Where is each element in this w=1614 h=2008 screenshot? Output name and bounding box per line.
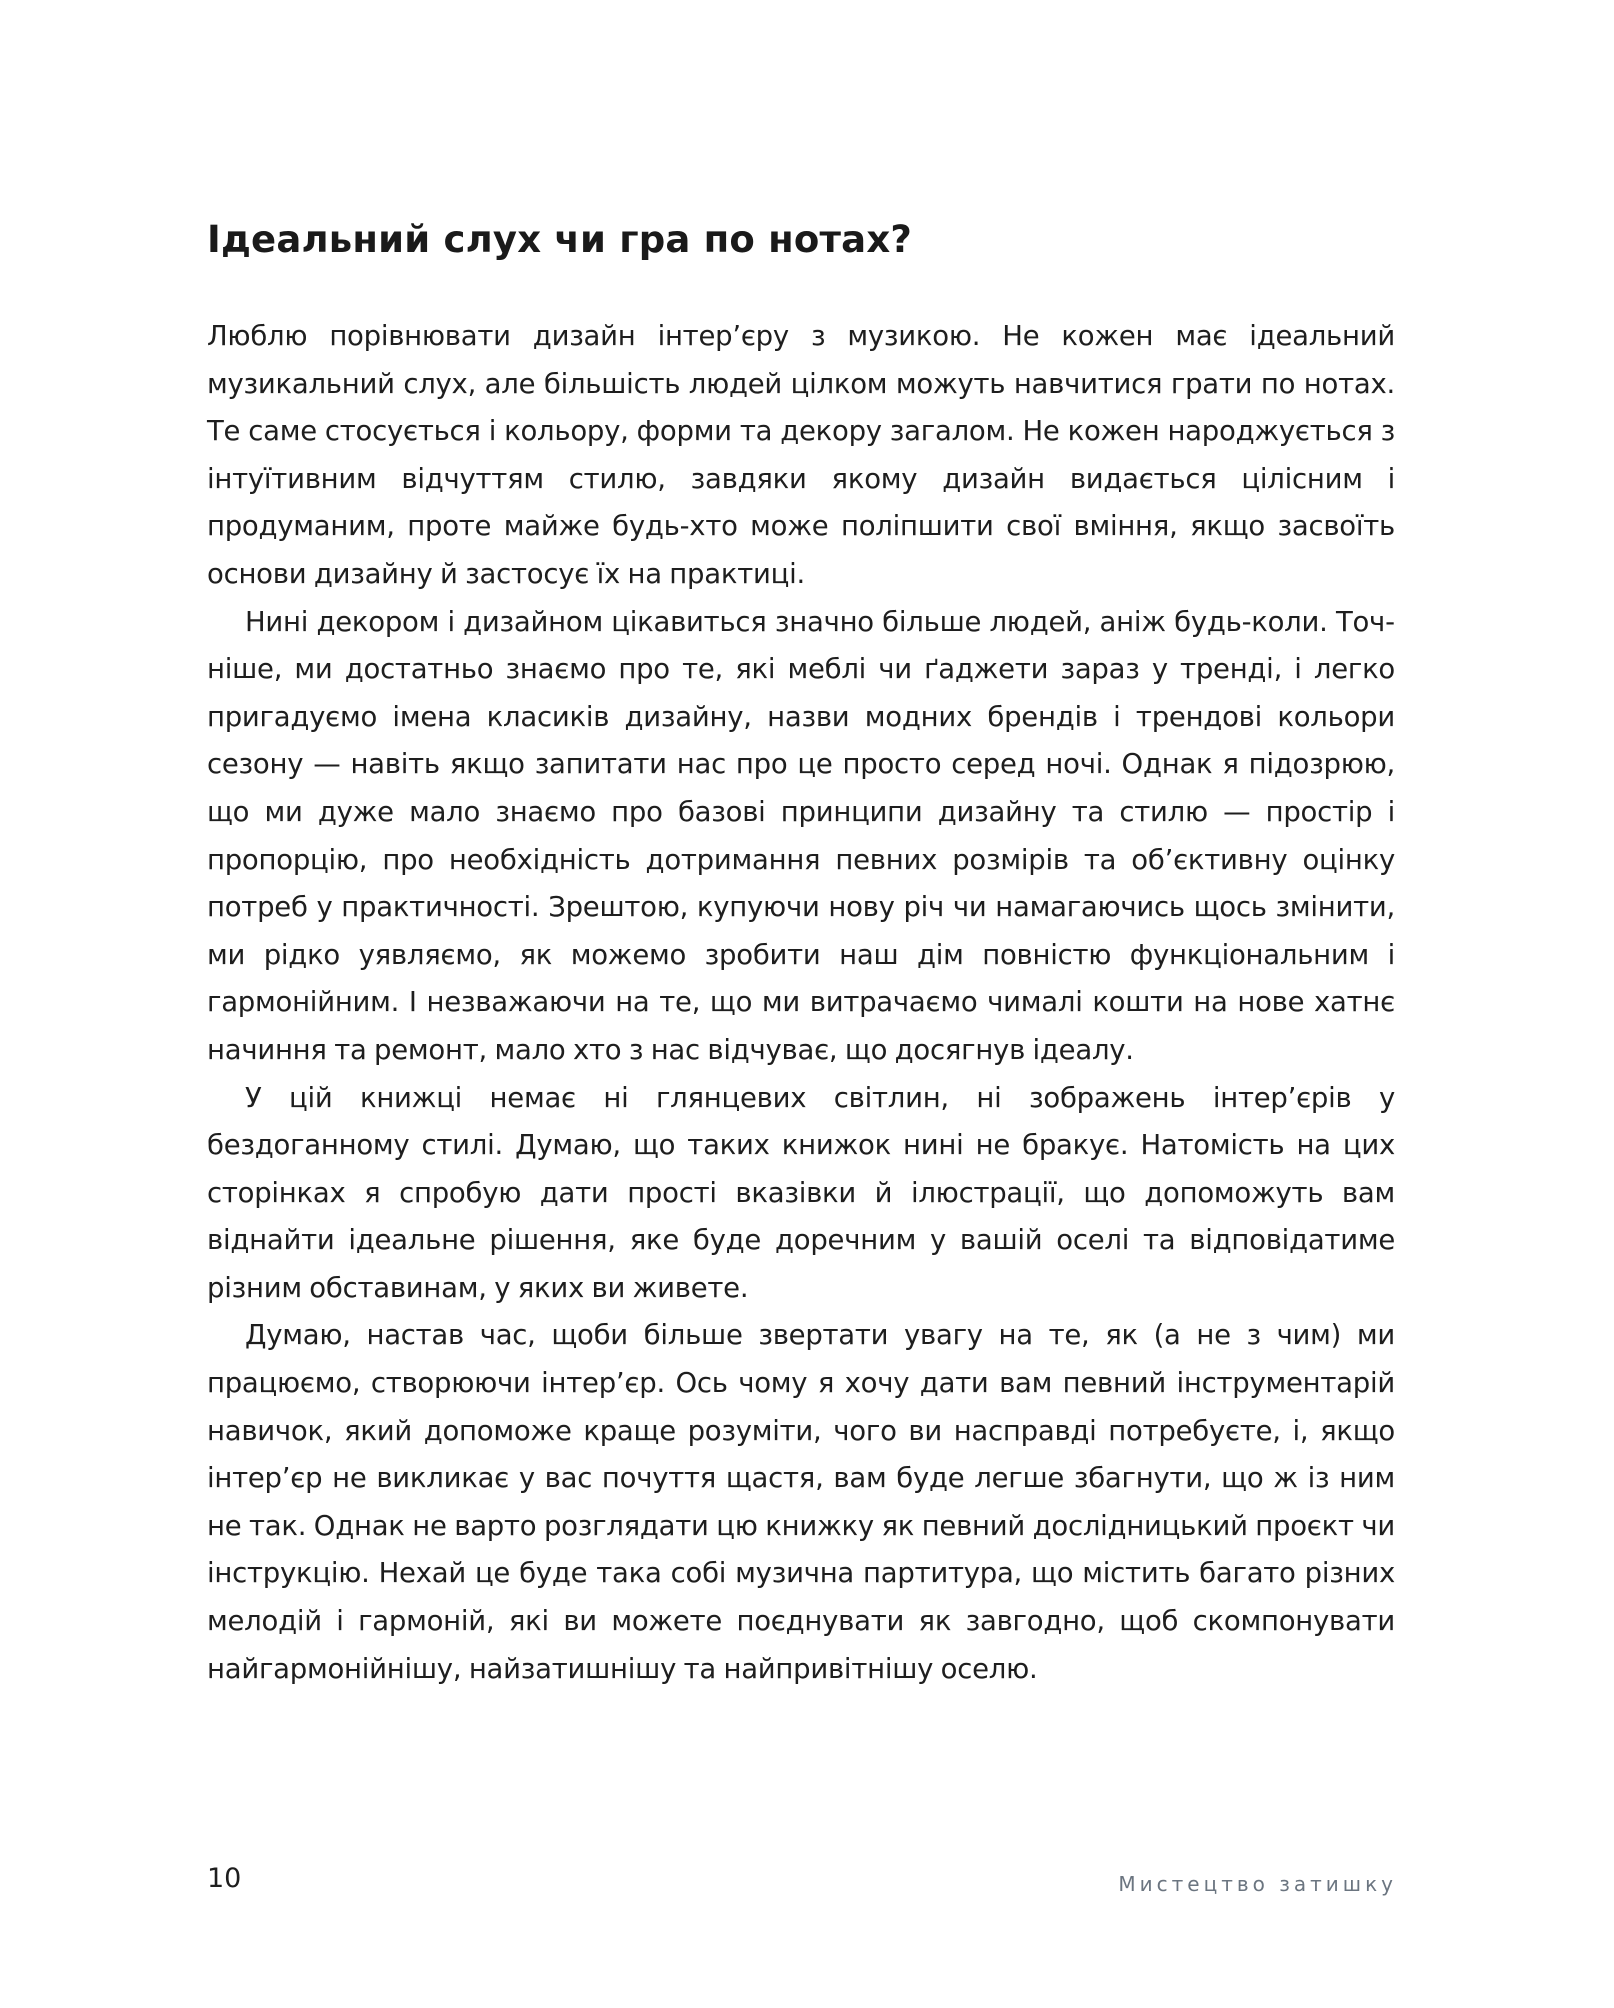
section-heading: Ідеальний слух чи гра по нотах? [207, 218, 913, 261]
paragraph: У цій книжці немає ні глянцевих світлин, ні зображень інтер’єрів у бездоганному стилі. Думаю, що таких книжок нині не бракує. Натомість на цих сторінках я спробую дати прості вказівки й ілюстрації, що допоможуть вам віднайти ідеальне рішення, яке буде доречним у вашій оселі та відповідатиме різним обставинам, у яких ви живете. [207, 1081, 1395, 1304]
body-text [207, 313, 1395, 1693]
paragraph: Нині декором і дизайном цікавиться значно більше людей, аніж будь-коли. Точніше, ми достатньо знаємо про те, які меблі чи ґаджети зараз у тренді, і легко пригадуємо імена класиків дизайну, назви модних брендів і трендові кольори сезону — навіть якщо запитати нас про це просто серед ночі. Однак я підозрюю, що ми дуже мало знаємо про базові принципи дизайну та стилю — простір і пропорцію, про необхідність дотримання певних розмірів та об’єктивну оцінку потреб у практичності. Зрештою, купуючи нову річ чи намагаючись щось змінити, ми рідко уявляємо, як можемо зробити наш дім повністю функціональним і гармонійним. І незважаючи на те, що ми витрачаємо чималі кошти на нове хатнє начиння та ремонт, мало хто з нас відчуває, що досягнув ідеалу. [207, 605, 1395, 1066]
paragraph: Люблю порівнювати дизайн інтер’єру з музикою. Не кожен має ідеальний музикальний слух, але більшість людей цілком можуть навчитися грати по нотах. Те саме стосується і кольору, форми та декору загалом. Не кожен народжується з інтуїтивним відчуттям стилю, завдяки якому дизайн видається цілісним і продуманим, проте майже будь-хто може поліпшити свої вміння, якщо засвоїть основи дизайну й застосує їх на практиці. [207, 320, 1395, 590]
running-footer-book-title: Мистецтво затишку [1118, 1872, 1397, 1896]
paragraph: Думаю, настав час, щоби більше звертати увагу на те, як (а не з чим) ми працюємо, створюючи інтер’єр. Ось чому я хочу дати вам певний інструментарій навичок, який допоможе краще розуміти, чого ви насправді потребуєте, і, якщо інтер’єр не викликає у вас почуття щастя, вам буде легше збагнути, що ж із ним не так. Однак не варто розглядати цю книжку як певний дослідницький проєкт чи інструкцію. Нехай це буде така собі музична партитура, що містить багато різних мелодій і гармоній, які ви можете поєднувати як завгодно, щоб скомпонувати найгармонійнішу, найзатишнішу та найпривітнішу оселю. [207, 1319, 1395, 1685]
page-number: 10 [207, 1863, 242, 1894]
